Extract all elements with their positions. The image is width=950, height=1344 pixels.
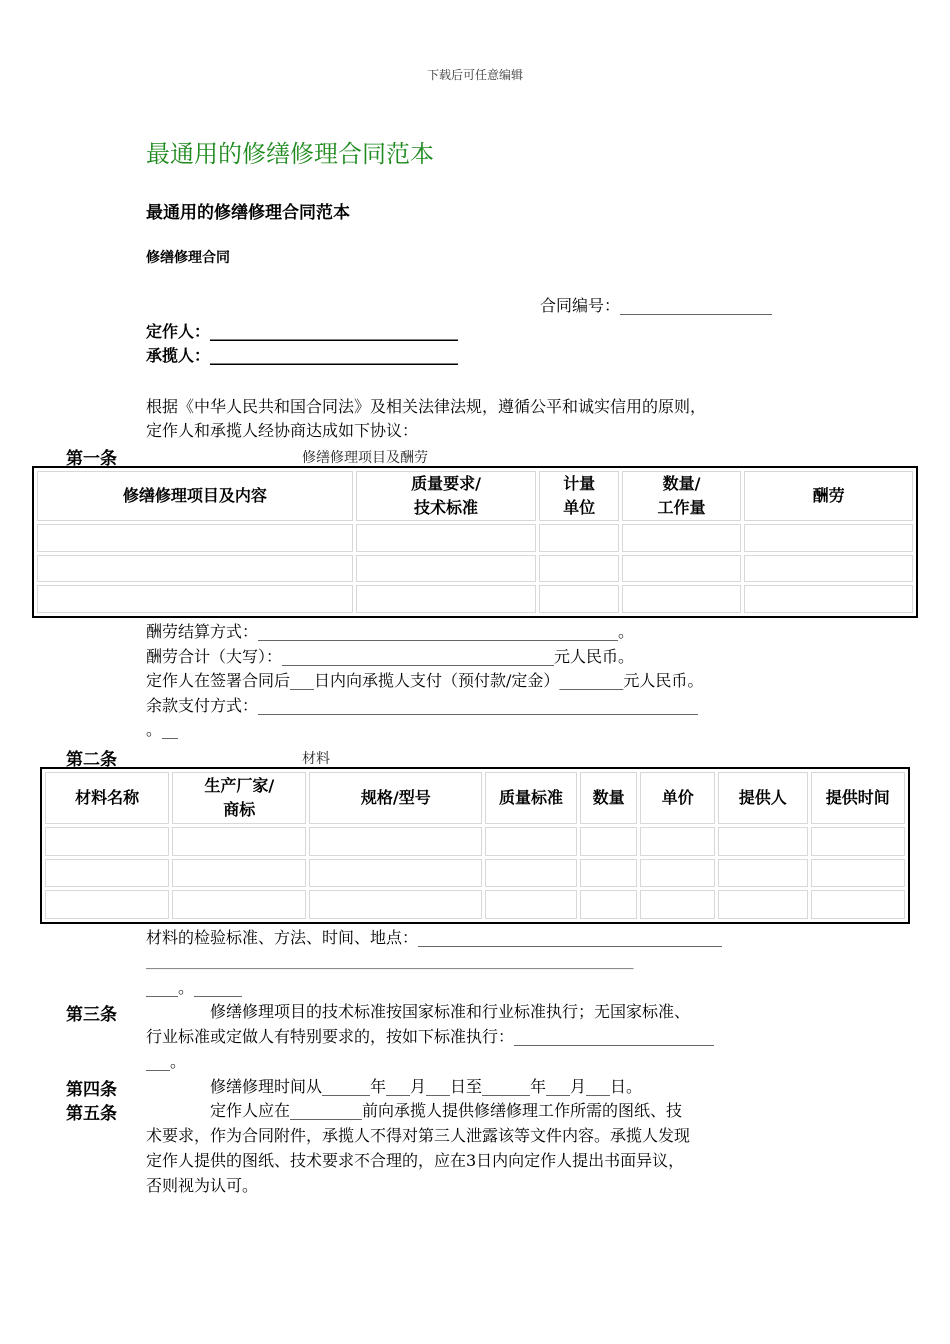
- table-row: [37, 555, 913, 583]
- table-cell[interactable]: [485, 859, 576, 888]
- table-cell[interactable]: [580, 827, 638, 856]
- contract-number: 合同编号：___________________: [540, 296, 773, 315]
- fee-table: [32, 466, 918, 618]
- materials-table-header: 生产厂家/ 商标: [172, 772, 306, 824]
- balance-payment-end: 。__: [146, 720, 179, 739]
- contract-heading: 修缮修理合同: [146, 250, 230, 266]
- table-cell[interactable]: [622, 555, 741, 583]
- article-3-label: 第三条: [66, 1005, 117, 1025]
- table-cell[interactable]: [309, 859, 482, 888]
- table-row: [37, 585, 913, 613]
- intro-line-1: 根据《中华人民共和国合同法》及相关法律法规，遵循公平和诚实信用的原则，: [146, 397, 707, 416]
- table-cell[interactable]: [45, 827, 169, 856]
- table-cell[interactable]: [640, 890, 715, 919]
- table-cell[interactable]: [356, 585, 537, 613]
- balance-payment-line: 余款支付方式：_______________________________________________________: [146, 696, 699, 715]
- article-2-title: 材料: [302, 751, 330, 767]
- fee-table-header: 数量/ 工作量: [622, 471, 741, 521]
- table-cell[interactable]: [811, 890, 905, 919]
- table-cell[interactable]: [485, 890, 576, 919]
- materials-inspection-line: 材料的检验标准、方法、时间、地点：______________________________________: [146, 928, 723, 947]
- article-4-label: 第四条: [66, 1080, 117, 1100]
- materials-inspection-blank: ___________________________________________________________________________: [146, 955, 634, 970]
- materials-inspection-end: ____。______: [146, 978, 243, 997]
- article-3-line-2: 行业标准或定做人有特别要求的，按如下标准执行：_________________________: [146, 1027, 715, 1046]
- party-b-line: 承揽人：_______________________________: [146, 346, 459, 365]
- table-cell[interactable]: [309, 890, 482, 919]
- table-cell[interactable]: [744, 555, 913, 583]
- materials-table-header: 数量: [580, 772, 638, 824]
- article-4-line-1: 修缮修理时间从______年___月___日至______年___月___日。: [146, 1077, 643, 1096]
- article-2-label: 第二条: [66, 750, 117, 770]
- table-cell[interactable]: [172, 890, 306, 919]
- table-cell[interactable]: [539, 524, 619, 552]
- fee-total-line: 酬劳合计（大写）：__________________________________元人民币。: [146, 647, 635, 666]
- table-cell[interactable]: [172, 827, 306, 856]
- table-cell[interactable]: [718, 890, 807, 919]
- document-title: 最通用的修缮修理合同范本: [146, 140, 434, 168]
- table-cell[interactable]: [45, 859, 169, 888]
- fee-table-header: 修缮修理项目及内容: [37, 471, 353, 521]
- table-cell[interactable]: [580, 890, 638, 919]
- table-cell[interactable]: [309, 827, 482, 856]
- table-cell[interactable]: [356, 555, 537, 583]
- table-cell[interactable]: [539, 555, 619, 583]
- document-subtitle: 最通用的修缮修理合同范本: [146, 203, 350, 223]
- table-cell[interactable]: [718, 859, 807, 888]
- table-row: [45, 827, 905, 856]
- article-5-line-1: 定作人应在_________前向承揽人提供修缮修理工作所需的图纸、技: [146, 1101, 683, 1120]
- materials-table-header: 规格/型号: [309, 772, 482, 824]
- article-3-line-1: 修缮修理项目的技术标准按国家标准和行业标准执行；无国家标准、: [146, 1002, 691, 1021]
- table-cell[interactable]: [718, 827, 807, 856]
- article-5-label: 第五条: [66, 1104, 117, 1124]
- advance-payment-line: 定作人在签署合同后___日内向承揽人支付（预付款/定金）________元人民币。: [146, 671, 704, 690]
- table-cell[interactable]: [640, 859, 715, 888]
- fee-table-header: 计量 单位: [539, 471, 619, 521]
- table-cell[interactable]: [744, 585, 913, 613]
- materials-table: [40, 767, 910, 924]
- table-cell[interactable]: [37, 585, 353, 613]
- article-3-line-3: ___。: [146, 1052, 187, 1071]
- table-cell[interactable]: [539, 585, 619, 613]
- article-1-label: 第一条: [66, 449, 117, 469]
- table-cell[interactable]: [811, 859, 905, 888]
- table-row: [45, 859, 905, 888]
- intro-line-2: 定作人和承揽人经协商达成如下协议：: [146, 421, 419, 440]
- fee-settlement-line: 酬劳结算方式：_____________________________________________。: [146, 622, 635, 641]
- table-cell[interactable]: [356, 524, 537, 552]
- materials-table-header: 单价: [640, 772, 715, 824]
- table-cell[interactable]: [811, 827, 905, 856]
- table-cell[interactable]: [37, 555, 353, 583]
- table-cell[interactable]: [45, 890, 169, 919]
- table-row: [45, 890, 905, 919]
- fee-table-header: 质量要求/ 技术标准: [356, 471, 537, 521]
- party-a-line: 定作人：_______________________________: [146, 322, 459, 341]
- page-header: 下载后可任意编辑: [426, 68, 523, 82]
- table-cell[interactable]: [640, 827, 715, 856]
- materials-table-header: 质量标准: [485, 772, 576, 824]
- table-row: [37, 524, 913, 552]
- materials-table-header: 提供时间: [811, 772, 905, 824]
- table-cell[interactable]: [580, 859, 638, 888]
- article-5-line-4: 否则视为认可。: [146, 1176, 259, 1195]
- table-cell[interactable]: [622, 524, 741, 552]
- materials-table-header: 提供人: [718, 772, 807, 824]
- table-cell[interactable]: [485, 827, 576, 856]
- article-1-title: 修缮修理项目及酬劳: [302, 450, 428, 466]
- materials-table-header: 材料名称: [45, 772, 169, 824]
- table-cell[interactable]: [172, 859, 306, 888]
- table-cell[interactable]: [622, 585, 741, 613]
- article-5-line-3: 定作人提供的图纸、技术要求不合理的，应在3日内向定作人提出书面异议，: [146, 1151, 685, 1170]
- fee-table-header: 酬劳: [744, 471, 913, 521]
- table-cell[interactable]: [744, 524, 913, 552]
- table-cell[interactable]: [37, 524, 353, 552]
- article-5-line-2: 术要求，作为合同附件，承揽人不得对第三人泄露该等文件内容。承揽人发现: [146, 1126, 691, 1145]
